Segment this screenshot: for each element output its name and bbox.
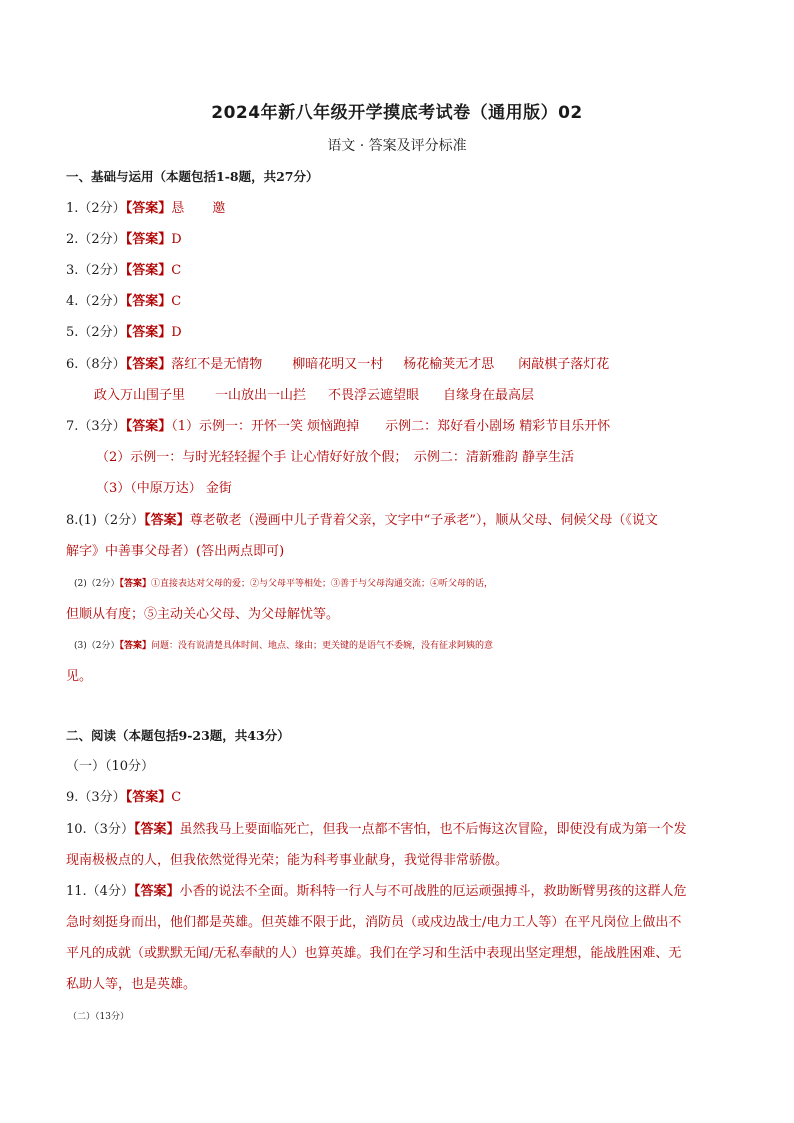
item-number: 3.（2分） bbox=[66, 263, 126, 278]
answer-text: 小香的说法不全面。斯科特一行人与不可战胜的厄运顽强搏斗，救助断臂男孩的这群人危 bbox=[179, 884, 687, 899]
answer-item-8-1 bbox=[66, 512, 738, 530]
item-number: 9.（3分） bbox=[66, 790, 126, 805]
answer-text: 问题：没有说清楚具体时间、地点、缘由；更关键的是语气不委婉，没有征求阿姨的意 bbox=[151, 641, 494, 651]
answer-item-8-3-cont: 见。 bbox=[66, 669, 93, 684]
answer-item-2 bbox=[66, 231, 738, 249]
item-number: (2)（2分） bbox=[74, 579, 120, 589]
item-number: 10.（3分） bbox=[66, 822, 134, 837]
answer-text: 邀 bbox=[212, 201, 226, 216]
poem-line: 闲敲棋子落灯花 bbox=[518, 357, 610, 372]
item-number: 8.(1)（2分） bbox=[66, 513, 145, 528]
answer-tag: 【答案】 bbox=[125, 232, 172, 247]
answer-item-4 bbox=[66, 293, 738, 311]
answer-item-6 bbox=[66, 356, 738, 374]
item-number: 5.（2分） bbox=[66, 325, 126, 340]
answer-item-9 bbox=[66, 789, 738, 807]
poem-line: 政入万山围子里 bbox=[94, 388, 186, 403]
answer-text: C bbox=[171, 294, 182, 309]
answer-tag: 【答案】 bbox=[133, 822, 180, 837]
answer-text: 虽然我马上要面临死亡，但我一点都不害怕，也不后悔这次冒险，即使没有成为第一个发 bbox=[179, 822, 687, 837]
poem-line: 不畏浮云遮望眼 bbox=[328, 388, 420, 403]
answer-text: C bbox=[171, 790, 182, 805]
poem-line: 落红不是无情物 bbox=[171, 357, 263, 372]
answer-item-8-1-cont: 解字》中善事父母者）(答出两点即可) bbox=[66, 544, 285, 559]
item-number: 1.（2分） bbox=[66, 201, 126, 216]
answer-tag: 【答案】 bbox=[119, 579, 151, 589]
subsection-heading-1: （一）（10分） bbox=[66, 759, 155, 774]
answer-tag: 【答案】 bbox=[125, 325, 172, 340]
poem-line: 杨花榆荚无才思 bbox=[403, 357, 495, 372]
answer-text: D bbox=[171, 232, 182, 247]
subsection-heading-2: （二）（13分） bbox=[68, 1012, 129, 1022]
answer-tag: 【答案】 bbox=[125, 357, 172, 372]
page-subtitle: 语文 · 答案及评分标准 bbox=[327, 138, 467, 154]
answer-tag: 【答案】 bbox=[125, 419, 172, 434]
answer-item-8-2 bbox=[74, 575, 746, 593]
answer-item-7-part2: （2）示例一：与时光轻轻握个手 让心情好好放个假； 示例二：清新雅韵 静享生活 bbox=[96, 450, 575, 465]
item-number: 6.（8分） bbox=[66, 357, 126, 372]
page-title: 2024年新八年级开学摸底考试卷（通用版）02 bbox=[211, 103, 583, 123]
item-number: 4.（2分） bbox=[66, 294, 126, 309]
answer-tag: 【答案】 bbox=[144, 513, 190, 528]
answer-text: 恳 bbox=[171, 201, 185, 216]
answer-tag: 【答案】 bbox=[125, 790, 172, 805]
section-heading-2: 二、阅读（本题包括9-23题，共43分） bbox=[66, 728, 290, 743]
answer-tag: 【答案】 bbox=[133, 884, 180, 899]
section-heading-1: 一、基础与运用（本题包括1-8题，共27分） bbox=[66, 169, 319, 184]
answer-item-11 bbox=[66, 883, 738, 901]
answer-tag: 【答案】 bbox=[125, 294, 172, 309]
answer-text: ①直接表达对父母的爱；②与父母平等相处；③善于与父母沟通交流；④听父母的话， bbox=[151, 579, 494, 589]
answer-item-10-cont: 现南极极点的人，但我依然觉得光荣；能为科考事业献身，我觉得非常骄傲。 bbox=[66, 853, 509, 868]
item-number: 11.（4分） bbox=[66, 884, 134, 899]
poem-line: 柳暗花明又一村 bbox=[292, 357, 384, 372]
answer-text: 尊老敬老（漫画中儿子背着父亲，文字中“子承老”），顺从父母、伺候父母（《说文 bbox=[189, 513, 658, 528]
answer-item-7-part3: （3）（中原万达） 金街 bbox=[96, 481, 232, 496]
answer-item-3 bbox=[66, 262, 738, 280]
poem-line: 一山放出一山拦 bbox=[215, 388, 307, 403]
answer-text: （1）示例一：开怀一笑 烦恼跑掉 示例二：郑好看小剧场 精彩节目乐开怀 bbox=[171, 419, 611, 434]
answer-tag: 【答案】 bbox=[125, 263, 172, 278]
answer-item-11-cont: 急时刻挺身而出，他们都是英雄。但英雄不限于此，消防员（或戍边战士/电力工人等）在平凡岗位上做出不 bbox=[66, 915, 682, 930]
answer-text: C bbox=[171, 263, 182, 278]
answer-item-5 bbox=[66, 324, 738, 342]
item-number: 7.（3分） bbox=[66, 419, 126, 434]
answer-item-7 bbox=[66, 418, 738, 436]
item-number: 2.（2分） bbox=[66, 232, 126, 247]
poem-line: 自缘身在最高层 bbox=[443, 388, 535, 403]
answer-tag: 【答案】 bbox=[125, 201, 172, 216]
answer-item-10 bbox=[66, 821, 738, 839]
answer-item-6-cont bbox=[94, 387, 734, 405]
answer-item-11-cont: 平凡的成就（或默默无闻/无私奉献的人）也算英雄。我们在学习和生活中表现出坚定理想，能战胜困难、无 bbox=[66, 946, 682, 961]
answer-item-1 bbox=[66, 200, 738, 218]
answer-text: D bbox=[171, 325, 182, 340]
answer-tag: 【答案】 bbox=[119, 641, 151, 651]
item-number: (3)（2分） bbox=[74, 641, 120, 651]
answer-item-8-3 bbox=[74, 637, 746, 655]
answer-item-11-cont: 私助人等，也是英雄。 bbox=[66, 977, 197, 992]
answer-item-8-2-cont: 但顺从有度；⑤主动关心父母、为父母解忧等。 bbox=[66, 607, 340, 622]
